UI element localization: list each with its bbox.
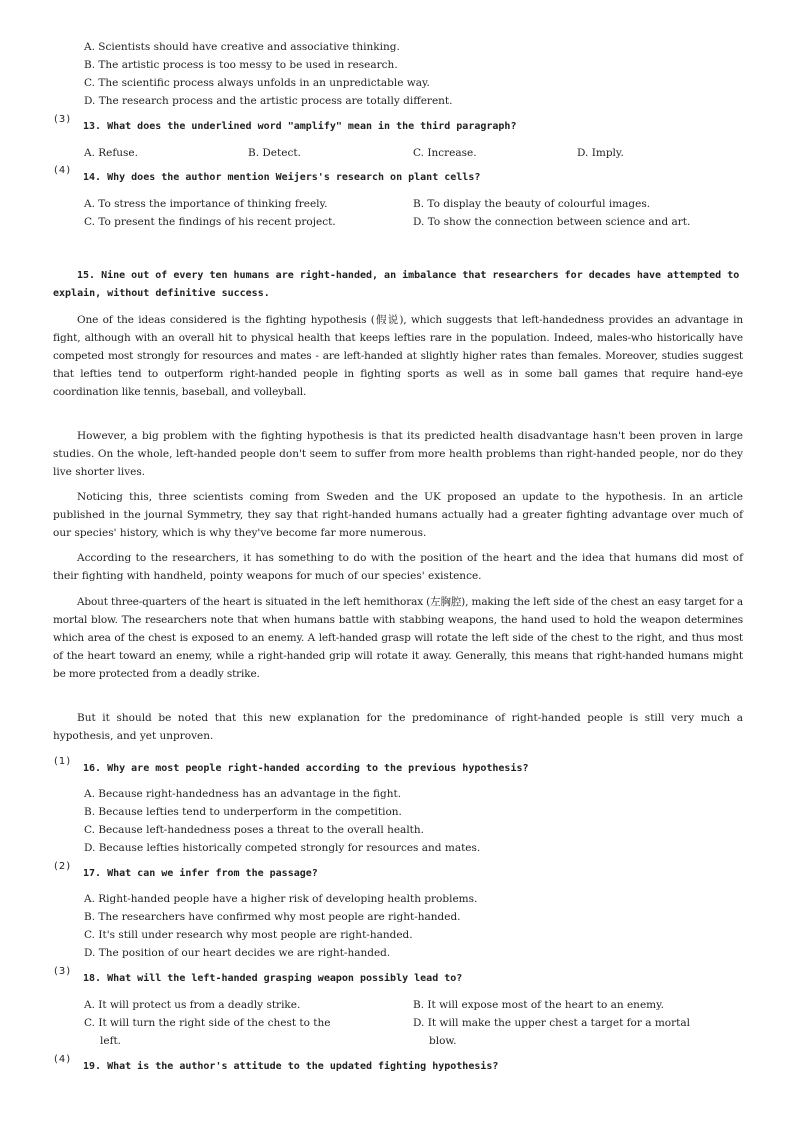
q13-option-c: C. Increase. (413, 147, 477, 159)
q13-stem: 13. What does the underlined word "amplify" mean in the third paragraph? (83, 121, 517, 132)
q16-option-b: B. Because lefties tend to underperform in the competition. (84, 806, 402, 818)
passage-paragraph-4: According to the researchers, it has something to do with the position of the heart and the idea that humans did most of their fighting with handheld, pointy weapons for much of our species' existence. (53, 552, 743, 582)
q19-number: (4) (54, 1054, 72, 1065)
q16-number: (1) (54, 756, 72, 767)
q12-option-a: A. Scientists should have creative and associative thinking. (84, 41, 400, 53)
q14-option-b: B. To display the beauty of colourful images. (413, 198, 651, 210)
q16-stem: 16. Why are most people right-handed according to the previous hypothesis? (83, 763, 529, 774)
q18-option-a: A. It will protect us from a deadly strike. (84, 999, 301, 1011)
q14-number: (4) (54, 165, 72, 176)
q14-option-c: C. To present the findings of his recent project. (84, 216, 336, 228)
q17-option-a: A. Right-handed people have a higher risk of developing health problems. (84, 893, 478, 905)
q13-option-b: B. Detect. (248, 147, 301, 159)
passage-paragraph-3: Noticing this, three scientists coming from Sweden and the UK proposed an update to the hypothesis. In an article published in the journal Symmetry, they say that right-handed humans actually had a greater fighting advantage over much of our species' history, which is why they've become far more numerous. (53, 491, 743, 539)
passage-paragraph-1: One of the ideas considered is the fighting hypothesis (假说), which suggests that left-handedness provides an advantage in fight, although with an overall hit to physical health that keeps lefties rare in the population. Indeed, males-who historically have competed most strongly for resources and mates - are left-handed at slightly higher rates than females. Moreover, studies suggest that lefties tend to outperform right-handed people in fighting sports as well as in some ball games that require hand-eye coordination like tennis, baseball, and volleyball. (53, 314, 743, 398)
q18-option-d-continued: blow. (429, 1035, 457, 1047)
q14-option-d: D. To show the connection between science and art. (413, 216, 691, 228)
q18-option-c-continued: left. (100, 1035, 122, 1047)
q17-number: (2) (54, 861, 72, 872)
q13-number: (3) (54, 114, 72, 125)
q12-option-c: C. The scientific process always unfolds in an unpredictable way. (84, 77, 430, 89)
q12-option-d: D. The research process and the artistic process are totally different. (84, 95, 453, 107)
q17-option-c: C. It's still under research why most people are right-handed. (84, 929, 413, 941)
q17-option-d: D. The position of our heart decides we are right-handed. (84, 947, 391, 959)
q18-number: (3) (54, 966, 72, 977)
q13-option-a: A. Refuse. (84, 147, 138, 159)
q18-option-c: C. It will turn the right side of the chest to the (84, 1017, 331, 1029)
passage-paragraph-6: But it should be noted that this new explanation for the predominance of right-handed people is still very much a hypothesis, and yet unproven. (53, 712, 743, 742)
q17-option-b: B. The researchers have confirmed why most people are right-handed. (84, 911, 461, 923)
q14-stem: 14. Why does the author mention Weijers's research on plant cells? (83, 172, 481, 183)
passage-title: 15. Nine out of every ten humans are right-handed, an imbalance that researchers for decades have attempted to explain, without definitive success. (53, 270, 740, 299)
q16-option-a: A. Because right-handedness has an advantage in the fight. (84, 788, 402, 800)
q17-stem: 17. What can we infer from the passage? (83, 868, 318, 879)
q18-option-b: B. It will expose most of the heart to an enemy. (413, 999, 664, 1011)
q16-option-c: C. Because left-handedness poses a threat to the overall health. (84, 824, 424, 836)
q19-stem: 19. What is the author's attitude to the updated fighting hypothesis? (83, 1061, 499, 1072)
q12-option-b: B. The artistic process is too messy to be used in research. (84, 59, 398, 71)
q18-stem: 18. What will the left-handed grasping weapon possibly lead to? (83, 973, 463, 984)
q13-option-d: D. Imply. (577, 147, 624, 159)
q14-option-a: A. To stress the importance of thinking freely. (84, 198, 328, 210)
q18-option-d: D. It will make the upper chest a target for a mortal (413, 1017, 690, 1029)
q16-option-d: D. Because lefties historically competed strongly for resources and mates. (84, 842, 481, 854)
passage-paragraph-5: About three-quarters of the heart is situated in the left hemithorax (左胸腔), making the left side of the chest an easy target for a mortal blow. The researchers note that when humans battle with stabbing weapons, the hand used to hold the weapon determines which area of the chest is exposed to an enemy. A left-handed grasp will rotate the left side of the chest to the right, and thus most of the heart toward an enemy, while a right-handed grip will rotate it away. Generally, this means that right-handed humans might be more protected from a deadly strike. (53, 596, 743, 680)
passage-paragraph-2: However, a big problem with the fighting hypothesis is that its predicted health disadvantage hasn't been proven in large studies. On the whole, left-handed people don't seem to suffer from more health problems than right-handed people, nor do they live shorter lives. (53, 430, 743, 478)
